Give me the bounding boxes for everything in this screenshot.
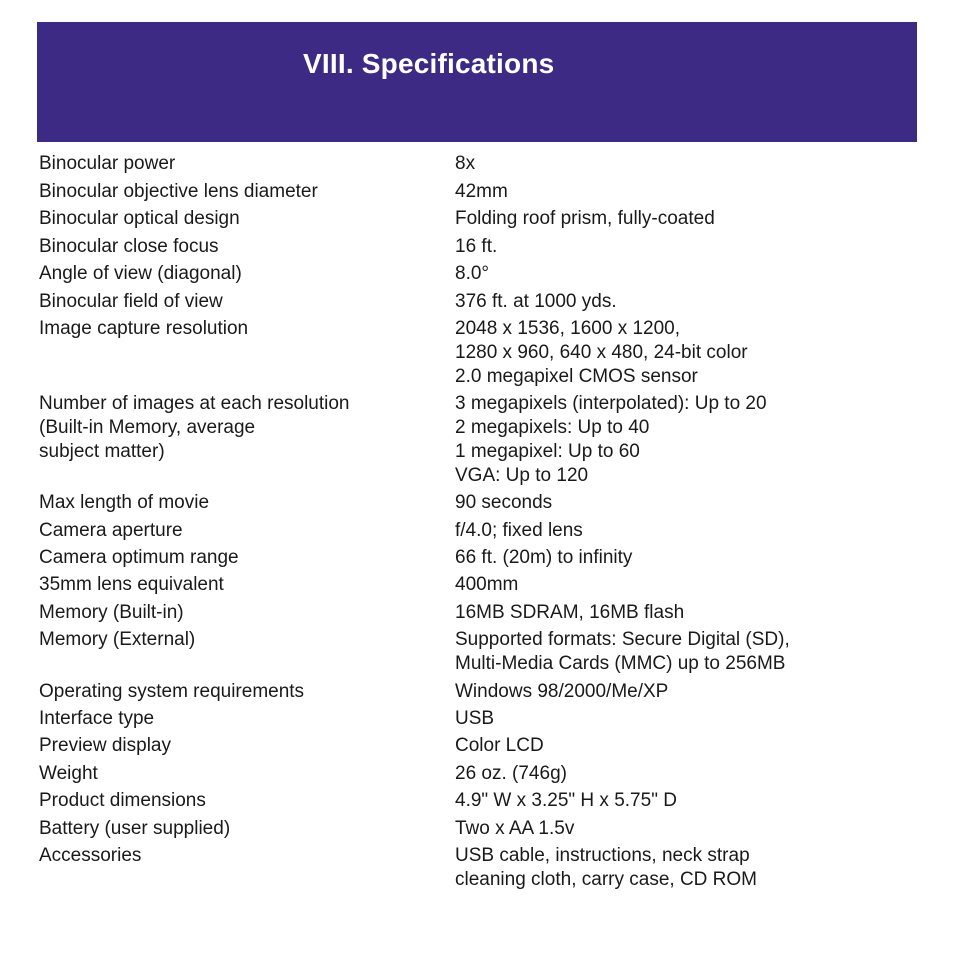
spec-label: Camera optimum range (39, 547, 239, 568)
spec-label: Memory (Built-in) (39, 602, 184, 623)
spec-label: Battery (user supplied) (39, 818, 231, 839)
spec-label: Angle of view (diagonal) (39, 263, 242, 284)
spec-label: Camera aperture (39, 520, 183, 541)
page-title: VIII. Specifications (303, 48, 555, 79)
spec-label: Weight (39, 763, 98, 784)
spec-value: 42mm (455, 181, 508, 202)
spec-label: Image capture resolution (39, 318, 249, 339)
spec-value: Folding roof prism, fully-coated (455, 208, 715, 229)
spec-value: 8x (455, 153, 476, 174)
spec-value: 16 ft. (455, 236, 498, 257)
spec-label: 35mm lens equivalent (39, 574, 224, 595)
spec-label: Binocular power (39, 153, 176, 174)
spec-label: Number of images at each resolution (Built-in Memory, average subject matter) (39, 393, 350, 462)
spec-label: Operating system requirements (39, 681, 305, 702)
spec-label: Binocular objective lens diameter (39, 181, 318, 202)
spec-value: 90 seconds (455, 492, 553, 513)
spec-label: Interface type (39, 708, 155, 729)
spec-value: 3 megapixels (interpolated): Up to 20 2 megapixels: Up to 40 1 megapixel: Up to 60 VGA: Up to 120 (455, 393, 767, 486)
spec-value: f/4.0; fixed lens (455, 520, 583, 541)
spec-value: 8.0° (455, 263, 490, 284)
spec-value: USB (455, 708, 495, 729)
spec-value: 376 ft. at 1000 yds. (455, 291, 617, 312)
spec-value: Supported formats: Secure Digital (SD), Multi-Media Cards (MMC) up to 256MB (455, 629, 790, 674)
spec-label: Binocular optical design (39, 208, 240, 229)
spec-value: 26 oz. (746g) (455, 763, 567, 784)
spec-label: Accessories (39, 845, 142, 866)
spec-value: Windows 98/2000/Me/XP (455, 681, 669, 702)
spec-value: 66 ft. (20m) to infinity (455, 547, 633, 568)
spec-label: Binocular field of view (39, 291, 223, 312)
spec-value: 4.9" W x 3.25" H x 5.75" D (455, 790, 677, 811)
spec-label: Preview display (39, 735, 171, 756)
spec-label: Max length of movie (39, 492, 210, 513)
spec-value: USB cable, instructions, neck strap cleaning cloth, carry case, CD ROM (455, 845, 757, 890)
spec-value: 16MB SDRAM, 16MB flash (455, 602, 685, 623)
spec-value: 400mm (455, 574, 519, 595)
spec-label: Binocular close focus (39, 236, 219, 257)
spec-label: Memory (External) (39, 629, 196, 650)
spec-value: Color LCD (455, 735, 544, 756)
spec-label: Product dimensions (39, 790, 206, 811)
spec-value: Two x AA 1.5v (455, 818, 575, 839)
spec-value: 2048 x 1536, 1600 x 1200, 1280 x 960, 640 x 480, 24-bit color 2.0 megapixel CMOS sensor (455, 318, 748, 387)
